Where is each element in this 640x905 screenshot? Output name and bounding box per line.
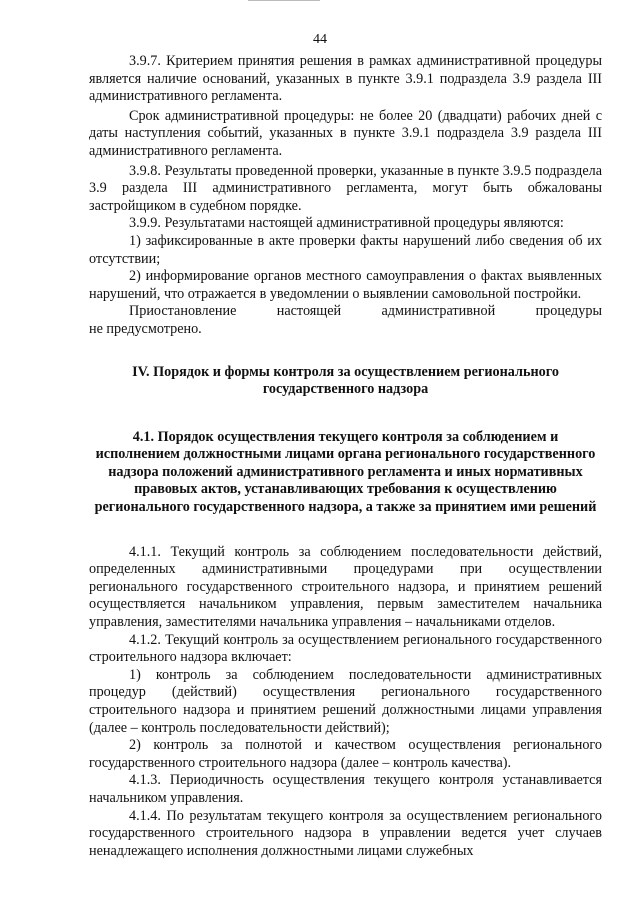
list-item-control-2: 2) контроль за полнотой и качеством осуществления регионального государственного строительного надзора (далее – контроль качества).	[89, 737, 602, 771]
paragraph-4-1-4: 4.1.4. По результатам текущего контроля за осуществлением регионального государственного строительного надзора в управлении ведется учет случаев ненадлежащего исполнения должностными лицами служебных	[89, 807, 602, 859]
top-rule	[248, 0, 320, 1]
page-number: 44	[313, 32, 327, 47]
paragraph-4-1-1: 4.1.1. Текущий контроль за соблюдением последовательности действий, определенных административными процедурами при осуществлении регионального государственного строительного надзора, и принятием решений осуществляется начальником управления, первым заместителем начальника управления, заместителями начальника управления – начальниками отделов.	[89, 543, 602, 631]
paragraph-procedure-term: Срок административной процедуры: не более 20 (двадцати) рабочих дней с даты наступления событий, указанных в пункте 3.9.1 подраздела 3.9 раздела III административного регламента.	[89, 107, 602, 159]
paragraph-suspension-line	[89, 303, 602, 321]
list-item-control-1: 1) контроль за соблюдением последовательности административных процедур (действий) осуществления регионального государственного строительного надзора и принятием решений должностными лицами управления (далее – контроль последовательности действий);	[89, 666, 602, 736]
subsection-heading-4-1: 4.1. Порядок осуществления текущего контроля за соблюдением и исполнением должностными лицами органа регионального государственного надзора положений административного регламента и иных нормативных правовых актов, устанавливающих требования к осуществлению регионального государственного надзора, а также за принятием ими решений	[94, 428, 597, 516]
paragraph-3-9-7: 3.9.7. Критерием принятия решения в рамках административной процедуры является наличие оснований, указанных в пункте 3.9.1 подраздела 3.9 раздела III административного регламента.	[89, 53, 602, 105]
paragraph-4-1-3: 4.1.3. Периодичность осуществления текущего контроля устанавливается начальником управления.	[89, 772, 602, 806]
suspension-word-3: административной	[381, 303, 496, 320]
paragraph-4-1-2: 4.1.2. Текущий контроль за осуществлением регионального государственного строительного надзора включает:	[89, 631, 602, 666]
list-item-1: 1) зафиксированные в акте проверки факты нарушений либо сведения об их отсутствии;	[89, 232, 602, 267]
suspension-word-2: настоящей	[276, 303, 342, 320]
list-item-2: 2) информирование органов местного самоуправления о фактах выявленных нарушений, что отражается в уведомлении о выявлении самовольной постройки.	[89, 268, 602, 302]
paragraph-3-9-8: 3.9.8. Результаты проведенной проверки, указанные в пункте 3.9.5 подраздела 3.9 раздела III административного регламента, могут быть обжалованы застройщиком в судебном порядке.	[89, 162, 602, 214]
section-heading-iv: IV. Порядок и формы контроля за осуществлением регионального государственного надзора	[132, 363, 559, 398]
paragraph-suspension-tail: не предусмотрено.	[89, 320, 202, 337]
document-body	[89, 53, 602, 860]
suspension-word-1: Приостановление	[129, 303, 237, 320]
paragraph-3-9-9: 3.9.9. Результатами настоящей административной процедуры являются:	[129, 215, 564, 232]
suspension-word-4: процедуры	[535, 303, 602, 320]
